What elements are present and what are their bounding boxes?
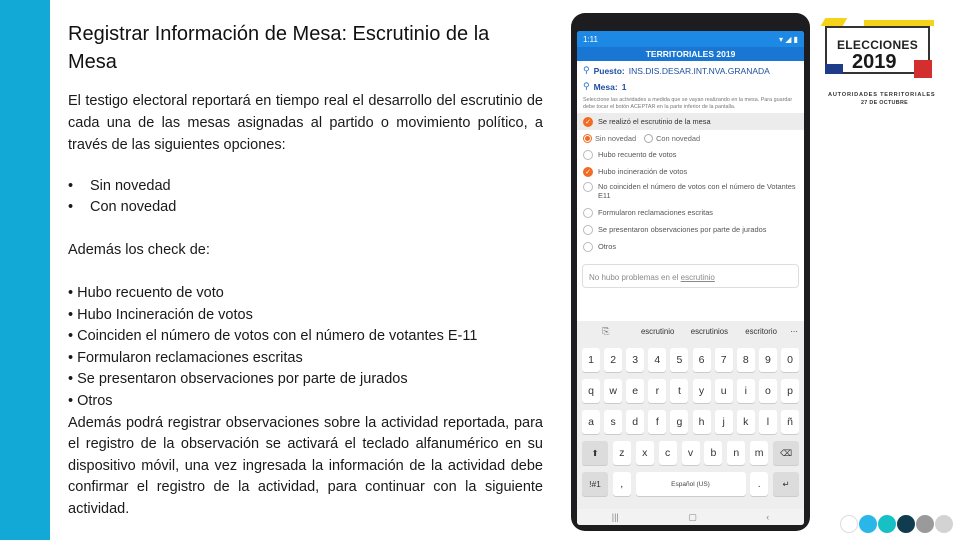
key-row-bottom xyxy=(580,441,801,465)
back-icon[interactable]: ‹ xyxy=(766,512,770,522)
check-icon: ✓ xyxy=(583,225,593,235)
decorative-dots xyxy=(840,515,954,533)
instructions-text: Seleccione las actividades a medida que se vayan realizando en la mesa. Para guardar debe tocar el botón ACEPTAR en la parte inferior de la pantalla. xyxy=(583,97,793,110)
key[interactable]: 3 xyxy=(626,348,644,372)
key[interactable]: z xyxy=(613,441,631,465)
checkbox-row[interactable]: ✓ Hubo recuento de votos xyxy=(577,146,804,163)
key[interactable]: 4 xyxy=(648,348,666,372)
key[interactable]: j xyxy=(715,410,733,434)
checkbox-row[interactable]: ✓ Hubo incineración de votos xyxy=(577,163,804,180)
key[interactable]: i xyxy=(737,379,755,403)
check-item: • Otros xyxy=(68,392,113,409)
suggestion-bar xyxy=(580,321,801,341)
key[interactable]: a xyxy=(582,410,600,434)
key[interactable]: 2 xyxy=(604,348,622,372)
phone-mockup xyxy=(571,13,810,531)
key[interactable]: y xyxy=(693,379,711,403)
check-item: • Se presentaron observaciones por parte de jurados xyxy=(68,371,408,388)
key[interactable]: 8 xyxy=(737,348,755,372)
location-pin-icon: ⚲ xyxy=(583,81,590,91)
puesto-row: ⚲ Puesto: INS.DIS.DESAR.INT.NVA.GRANADA xyxy=(583,65,770,76)
check-item: • Formularon reclamaciones escritas xyxy=(68,349,303,366)
key-row-middle xyxy=(580,410,801,434)
check-icon: ✓ xyxy=(583,167,593,177)
checkbox-row[interactable]: ✓ Otros xyxy=(577,238,804,255)
option-item: • Sin novedad xyxy=(68,178,171,194)
mesa-row: ⚲ Mesa: 1 xyxy=(583,81,627,92)
checks-list xyxy=(68,283,543,413)
check-icon: ✓ xyxy=(583,117,593,127)
dot xyxy=(878,515,896,533)
android-nav-bar xyxy=(577,509,804,525)
key[interactable]: p xyxy=(781,379,799,403)
suggestion[interactable]: escrutinios xyxy=(690,326,729,336)
phone-screen xyxy=(577,31,804,525)
logo-title: ELECCIONES xyxy=(837,38,919,52)
dot xyxy=(916,515,934,533)
key[interactable]: 9 xyxy=(759,348,777,372)
app-title-bar: TERRITORIALES 2019 xyxy=(577,47,804,61)
key[interactable]: 7 xyxy=(715,348,733,372)
check-item: • Hubo recuento de voto xyxy=(68,285,224,301)
recents-icon[interactable]: ||| xyxy=(611,512,619,522)
checks-heading: Además los check de: xyxy=(68,242,210,258)
logo-frame xyxy=(825,26,930,74)
novedad-radio-group: Sin novedad Con novedad xyxy=(577,130,804,146)
key[interactable]: l xyxy=(759,410,777,434)
left-accent-bar xyxy=(0,0,50,540)
key[interactable]: r xyxy=(648,379,666,403)
key-row-top xyxy=(580,379,801,403)
key[interactable]: n xyxy=(727,441,745,465)
key[interactable]: 6 xyxy=(693,348,711,372)
key[interactable]: w xyxy=(604,379,622,403)
soft-keyboard xyxy=(577,321,804,509)
key[interactable]: k xyxy=(737,410,755,434)
slide-title: Registrar Información de Mesa: Escrutinio de la Mesa xyxy=(68,23,490,73)
status-icons: ▾ ◢ ▮ xyxy=(778,34,798,44)
key[interactable]: 1 xyxy=(582,348,600,372)
checkbox-row[interactable]: ✓ Se presentaron observaciones por parte de jurados xyxy=(577,221,804,238)
enter-icon[interactable]: ↵ xyxy=(773,472,799,496)
suggestion[interactable]: escrutinio xyxy=(640,326,675,336)
key[interactable]: e xyxy=(626,379,644,403)
suggestion[interactable]: escritorio xyxy=(745,326,777,336)
symbols-key[interactable]: !#1 xyxy=(582,472,608,496)
key[interactable]: q xyxy=(582,379,600,403)
logo-year: 2019 xyxy=(852,51,897,73)
observation-input[interactable]: No hubo problemas en el escrutinio xyxy=(582,264,799,288)
check-item: • Coinciden el número de votos con el número de votantes E-11 xyxy=(68,328,478,345)
key[interactable]: 5 xyxy=(670,348,688,372)
main-check-row[interactable]: ✓ Se realizó el escrutinio de la mesa xyxy=(577,113,804,130)
option-item: • Con novedad xyxy=(68,199,177,215)
key-row-space xyxy=(580,472,801,496)
key[interactable]: m xyxy=(750,441,768,465)
elecciones-logo xyxy=(825,18,937,113)
comma-key[interactable]: , xyxy=(613,472,631,496)
key[interactable]: t xyxy=(670,379,688,403)
options-list xyxy=(68,176,543,218)
check-icon: ✓ xyxy=(583,208,593,218)
key[interactable]: g xyxy=(670,410,688,434)
check-icon: ✓ xyxy=(583,150,593,160)
checkbox-row[interactable]: ✓ No coinciden el número de votos con el número de Votantes E11 xyxy=(577,180,804,204)
key[interactable]: ñ xyxy=(781,410,799,434)
key[interactable]: u xyxy=(715,379,733,403)
closing-paragraph: Además podrá registrar observaciones sobre la actividad reportada, para el registro de la observación se activará el teclado alfanumérico en su dispositivo móvil, una vez ingresada la información de la actividad debe confirmar el registro de la actividad, para continuar con la siguiente actividad. xyxy=(68,414,543,517)
key[interactable]: s xyxy=(604,410,622,434)
status-bar xyxy=(577,31,804,47)
key[interactable]: h xyxy=(693,410,711,434)
check-icon: ✓ xyxy=(583,242,593,252)
radio-sin-novedad[interactable] xyxy=(583,134,592,143)
check-item: • Hubo Incineración de votos xyxy=(68,306,253,323)
status-time: 1:11 xyxy=(583,34,598,44)
key[interactable]: o xyxy=(759,379,777,403)
key[interactable]: b xyxy=(704,441,722,465)
slide-text xyxy=(68,20,543,521)
key-row-numbers xyxy=(580,348,801,372)
key[interactable]: x xyxy=(636,441,654,465)
key[interactable]: c xyxy=(659,441,677,465)
key[interactable]: f xyxy=(648,410,666,434)
shift-icon[interactable]: ⬆ xyxy=(582,441,608,465)
check-icon: ✓ xyxy=(583,182,593,192)
more-icon[interactable]: ⋯ xyxy=(790,326,798,336)
radio-con-novedad[interactable] xyxy=(644,134,653,143)
key[interactable]: d xyxy=(626,410,644,434)
dot xyxy=(840,515,858,533)
home-icon[interactable]: ▢ xyxy=(688,511,697,522)
clipboard-icon[interactable]: ⎘ xyxy=(602,325,610,336)
dot xyxy=(935,515,953,533)
intro-paragraph: El testigo electoral reportará en tiempo real el desarrollo del escrutinio de cada una de las mesas asignadas al partido o movimiento político, a través de las siguientes opciones: xyxy=(68,93,543,153)
key[interactable]: 0 xyxy=(781,348,799,372)
backspace-icon[interactable]: ⌫ xyxy=(773,441,799,465)
logo-date: 27 DE OCTUBRE xyxy=(861,100,909,106)
logo-subtitle: AUTORIDADES TERRITORIALES xyxy=(828,92,936,98)
dot xyxy=(897,515,915,533)
key[interactable]: v xyxy=(682,441,700,465)
period-key[interactable]: . xyxy=(750,472,768,496)
dot xyxy=(859,515,877,533)
space-key[interactable]: Español (US) xyxy=(636,472,746,496)
checkbox-row[interactable]: ✓ Formularon reclamaciones escritas xyxy=(577,204,804,221)
location-pin-icon: ⚲ xyxy=(583,65,590,75)
